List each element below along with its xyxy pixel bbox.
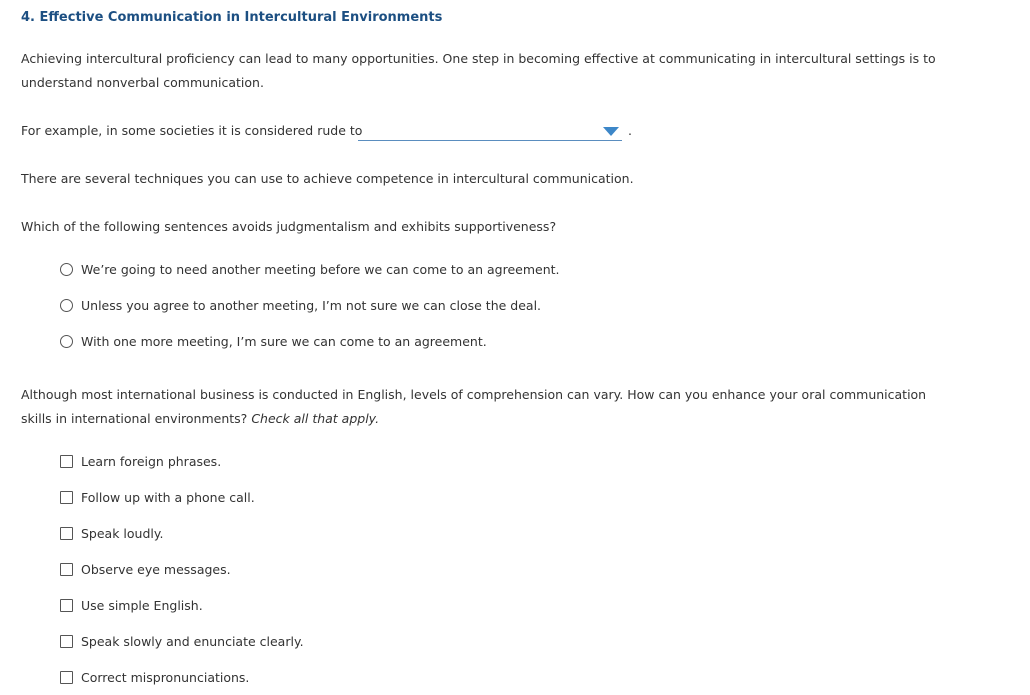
- checkbox-option-label: Observe eye messages.: [81, 561, 231, 577]
- example-prefix: For example, in some societies it is considered rude to: [21, 123, 363, 138]
- radio-option-label: With one more meeting, I’m sure we can come to an agreement.: [81, 333, 487, 349]
- radio-button[interactable]: [60, 299, 73, 312]
- checkbox[interactable]: [60, 491, 73, 504]
- checkbox-option-label: Correct mispronunciations.: [81, 669, 250, 685]
- checkbox-option-label: Follow up with a phone call.: [81, 489, 255, 505]
- checkbox-option-4[interactable]: [60, 559, 231, 579]
- checkbox-option-5[interactable]: [60, 595, 203, 615]
- checkbox-option-7[interactable]: [60, 667, 249, 687]
- checkbox-option-label: Speak slowly and enunciate clearly.: [81, 633, 304, 649]
- answer-dropdown[interactable]: [358, 122, 622, 141]
- page-title: 4. Effective Communication in Intercultural Environments: [21, 10, 443, 25]
- checkbox-option-2[interactable]: [60, 487, 255, 507]
- radio-option-label: Unless you agree to another meeting, I’m not sure we can close the deal.: [81, 297, 542, 313]
- checkbox-option-6[interactable]: [60, 631, 304, 651]
- example-suffix: .: [628, 123, 632, 138]
- radio-option-1[interactable]: [60, 259, 560, 279]
- techniques-paragraph: There are several techniques you can use to achieve competence in intercultural communication.: [21, 171, 634, 186]
- chevron-down-icon: [603, 127, 619, 136]
- radio-button[interactable]: [60, 335, 73, 348]
- checkbox-option-label: Learn foreign phrases.: [81, 453, 222, 469]
- radio-button[interactable]: [60, 263, 73, 276]
- radio-option-3[interactable]: [60, 331, 487, 351]
- question-2-instruction: Check all that apply.: [251, 411, 380, 426]
- checkbox[interactable]: [60, 635, 73, 648]
- question-2-prompt: [21, 383, 951, 431]
- checkbox[interactable]: [60, 671, 73, 684]
- intro-paragraph: Achieving intercultural proficiency can lead to many opportunities. One step in becoming effective at communicating in intercultural settings is to understand nonverbal communication.: [21, 51, 936, 90]
- checkbox-option-label: Speak loudly.: [81, 525, 164, 541]
- question-1-prompt: Which of the following sentences avoids judgmentalism and exhibits supportiveness?: [21, 219, 557, 234]
- checkbox[interactable]: [60, 563, 73, 576]
- checkbox-option-1[interactable]: [60, 451, 221, 471]
- checkbox[interactable]: [60, 599, 73, 612]
- radio-option-label: We’re going to need another meeting before we can come to an agreement.: [81, 261, 560, 277]
- checkbox-option-3[interactable]: [60, 523, 163, 543]
- checkbox[interactable]: [60, 527, 73, 540]
- question-2-text: Although most international business is conducted in English, levels of comprehension can vary. How can you enhance your oral communication skills in international environments?: [21, 387, 927, 426]
- checkbox[interactable]: [60, 455, 73, 468]
- checkbox-option-label: Use simple English.: [81, 597, 203, 613]
- radio-option-2[interactable]: [60, 295, 541, 315]
